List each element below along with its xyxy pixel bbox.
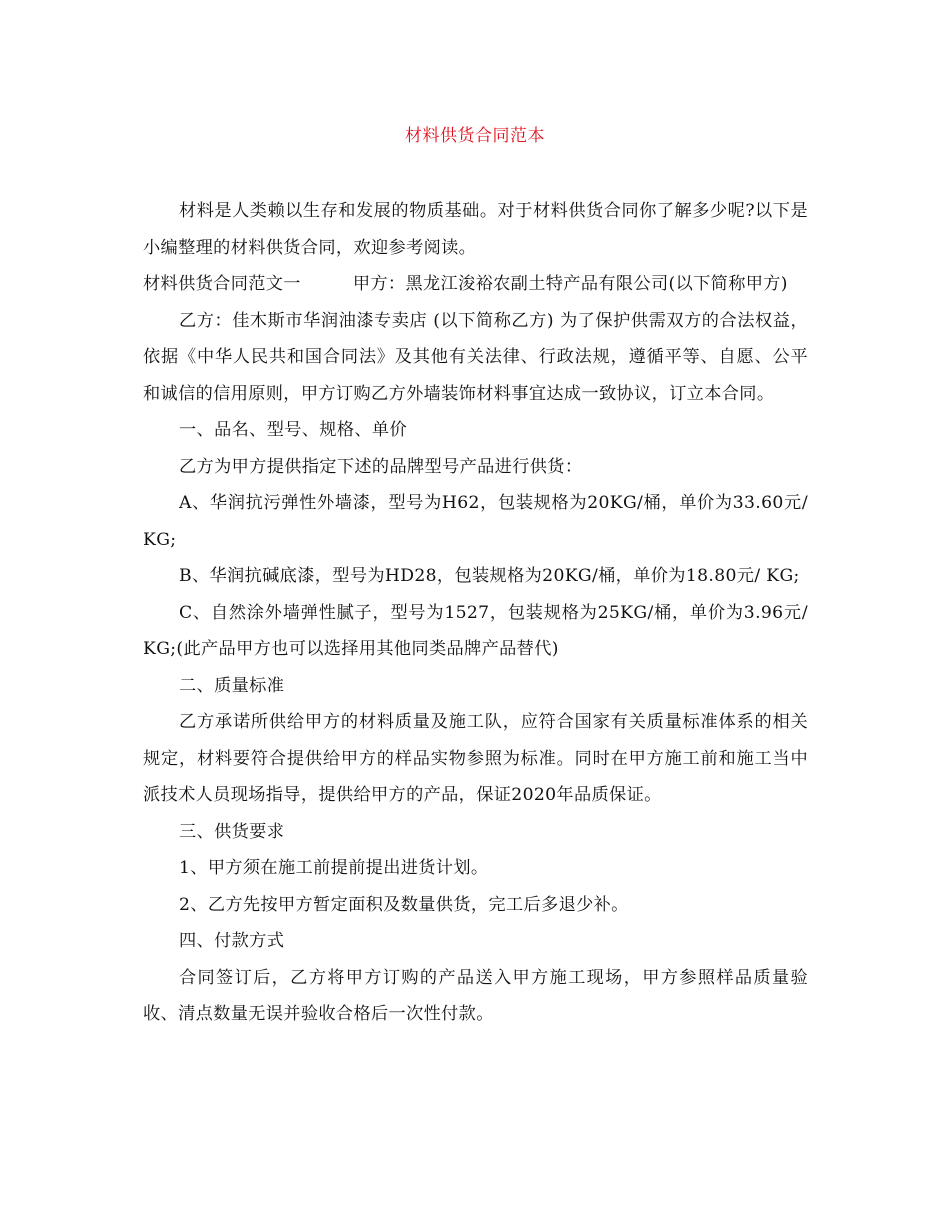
- section4-title: 四、付款方式: [179, 931, 285, 951]
- section3-item1: 1、甲方须在施工前提前提出进货计划。: [179, 858, 489, 878]
- sample-heading-line: [143, 266, 808, 303]
- intro-paragraph: 材料是人类赖以生存和发展的物质基础。对于材料供货合同你了解多少呢?以下是小编整理的材料供货合同，欢迎参考阅读。: [143, 201, 808, 258]
- party-b-paragraph: 乙方：佳木斯市华润油漆专卖店 (以下简称乙方) 为了保护供需双方的合法权益，依据《中华人民共和国合同法》及其他有关法律、行政法规，遵循平等、自愿、公平和诚信的信用原则，甲方订购乙方外墙装饰材料事宜达成一致协议，订立本合同。: [143, 310, 808, 404]
- section2-title: 二、质量标准: [179, 675, 285, 696]
- item-a-paragraph: A、华润抗污弹性外墙漆，型号为H62，包装规格为20KG/桶，单价为33.60元/ KG;: [143, 493, 808, 550]
- sample-heading: 材料供货合同范文一: [143, 274, 301, 294]
- section1-intro: 乙方为甲方提供指定下述的品牌型号产品进行供货：: [179, 456, 583, 477]
- document-body: [143, 193, 808, 1033]
- party-a-paragraph: 甲方：黑龙江浚裕农副土特产品有限公司(以下简称甲方): [352, 274, 788, 294]
- document-title: 材料供货合同范本: [405, 126, 545, 146]
- section3-item2: 2、乙方先按甲方暂定面积及数量供货，完工后多退少补。: [179, 894, 629, 915]
- section2-body: 乙方承诺所供给甲方的材料质量及施工队，应符合国家有关质量标准体系的相关规定，材料要符合提供给甲方的样品实物参照为标准。同时在甲方施工前和施工当中派技术人员现场指导，提供给甲方的产品，保证2020年品质保证。: [143, 712, 808, 805]
- item-b-paragraph: B、华润抗碱底漆，型号为HD28，包装规格为20KG/桶，单价为18.80元/ KG;: [179, 566, 800, 586]
- section4-body: 合同签订后，乙方将甲方订购的产品送入甲方施工现场，甲方参照样品质量验收、清点数量无误并验收合格后一次性付款。: [143, 967, 808, 1024]
- section3-title: 三、供货要求: [179, 821, 285, 842]
- item-c-paragraph: C、自然涂外墙弹性腻子，型号为1527，包装规格为25KG/桶，单价为3.96元/ KG;(此产品甲方也可以选择用其他同类品牌产品替代): [143, 602, 808, 659]
- section1-title: 一、品名、型号、规格、单价: [179, 420, 407, 440]
